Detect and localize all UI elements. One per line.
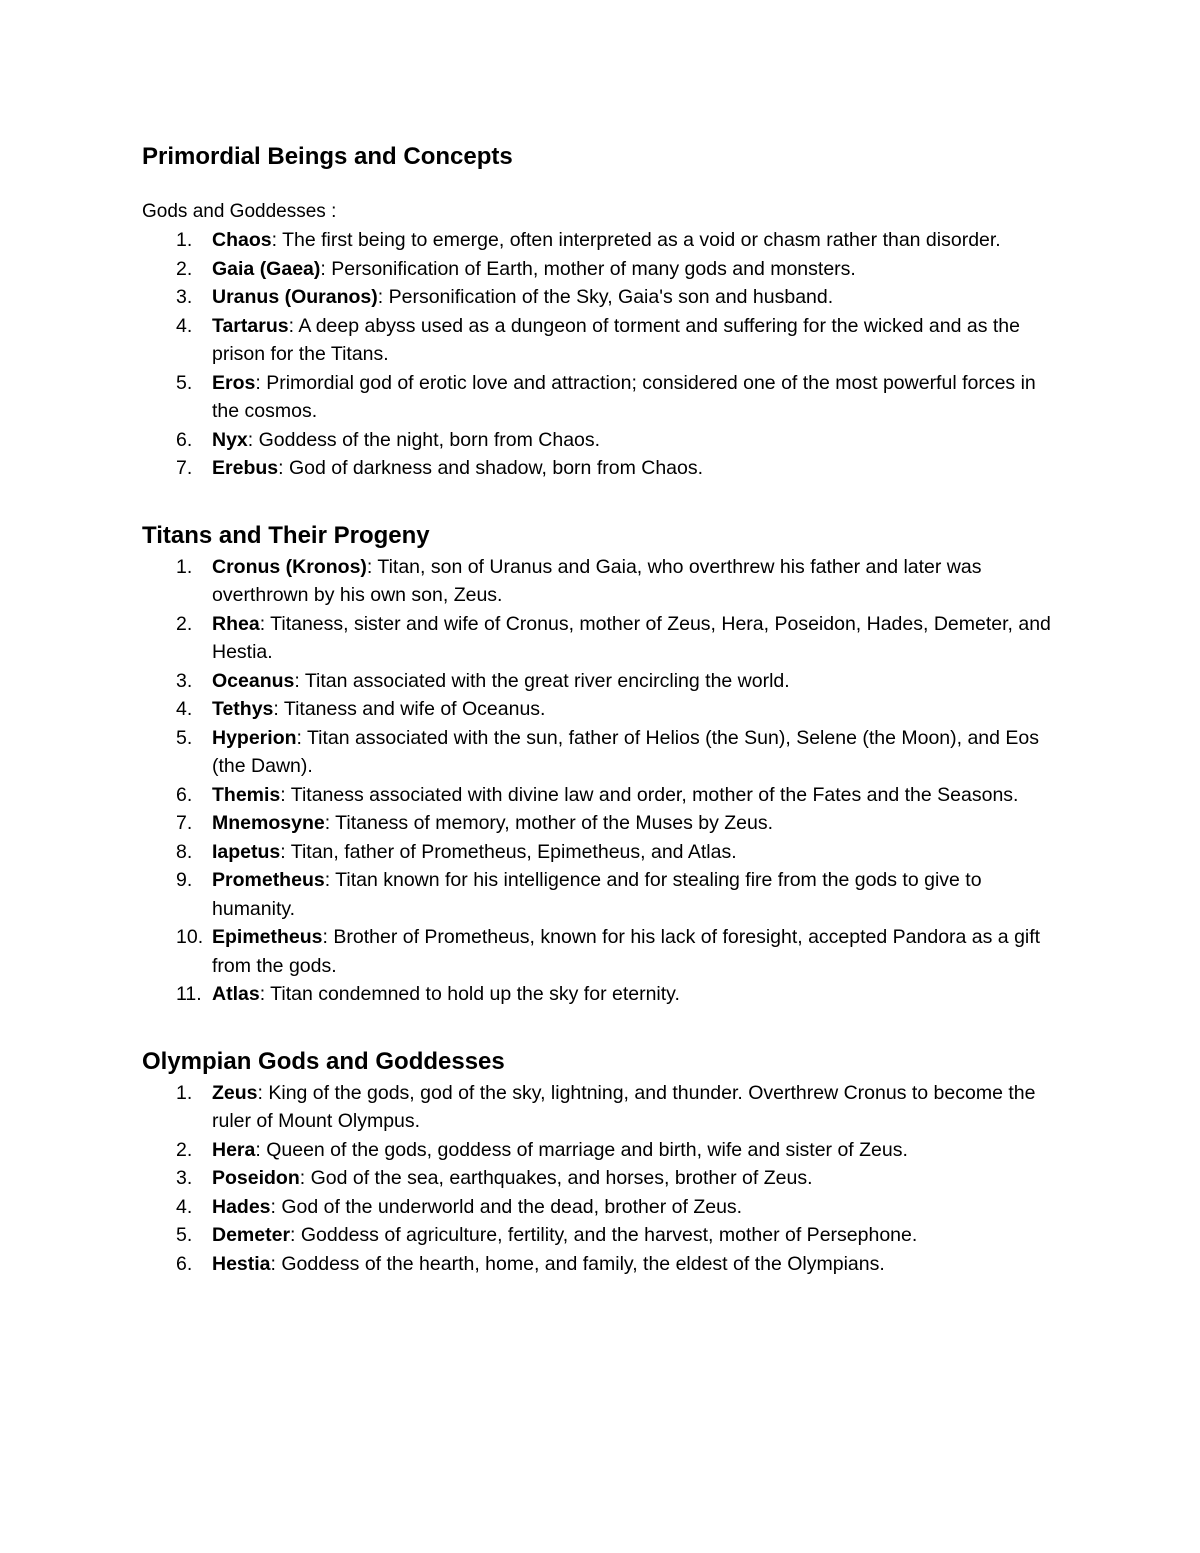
olympians-list	[142, 1079, 1062, 1279]
item-name: Tartarus	[212, 314, 289, 337]
list-item	[142, 1136, 1062, 1165]
item-description: : Titaness of memory, mother of the Muses by Zeus.	[324, 812, 774, 834]
item-number: 4.	[176, 314, 193, 337]
item-description: : God of the underworld and the dead, brother of Zeus.	[270, 1195, 743, 1218]
item-number: 3.	[176, 669, 193, 692]
list-item	[142, 923, 1062, 980]
list-item	[142, 1221, 1062, 1250]
item-description: : Titan associated with the sun, father of Helios (the Sun), Selene (the Moon), and Eos (the Dawn).	[212, 726, 1040, 777]
item-name: Demeter	[212, 1224, 291, 1246]
item-number: 1.	[176, 229, 193, 251]
list-item	[142, 454, 1062, 483]
item-name: Hestia	[212, 1252, 271, 1275]
item-description: : God of the sea, earthquakes, and horses, brother of Zeus.	[299, 1167, 813, 1189]
section-subtitle: Gods and Goddesses :	[142, 201, 337, 222]
item-number: 3.	[176, 286, 193, 308]
item-description: : Titan, son of Uranus and Gaia, who overthrew his father and later was overthrown by his own son, Zeus.	[212, 555, 982, 606]
list-item	[142, 255, 1062, 284]
list-item	[142, 809, 1062, 838]
item-description: : Titan known for his intelligence and for stealing fire from the gods to give to humanity.	[212, 869, 982, 920]
item-name: Erebus	[212, 457, 279, 479]
item-number: 2.	[176, 1138, 193, 1161]
item-number: 10.	[176, 926, 204, 948]
item-name: Eros	[212, 371, 256, 394]
item-name: Zeus	[212, 1081, 258, 1104]
list-item	[142, 1193, 1062, 1222]
item-name: Themis	[212, 783, 281, 806]
document-content	[142, 140, 1062, 1278]
item-name: Poseidon	[212, 1167, 300, 1189]
item-name: Hyperion	[212, 726, 297, 749]
item-number: 6.	[176, 428, 193, 451]
list-item	[142, 695, 1062, 724]
item-name: Hades	[212, 1195, 271, 1218]
list-item	[142, 553, 1062, 610]
item-name: Atlas	[212, 983, 260, 1005]
section-title-primordial: Primordial Beings and Concepts	[142, 143, 513, 170]
list-item	[142, 724, 1062, 781]
list-item	[142, 1164, 1062, 1193]
list-item	[142, 980, 1062, 1009]
item-description: : A deep abyss used as a dungeon of torment and suffering for the wicked and as the prison for the Titans.	[212, 314, 1020, 365]
item-name: Hera	[212, 1138, 256, 1161]
item-description: : Goddess of the night, born from Chaos.	[247, 428, 601, 451]
item-number: 2.	[176, 612, 193, 635]
item-description: : Titan condemned to hold up the sky for eternity.	[259, 983, 680, 1005]
item-name: Mnemosyne	[212, 812, 325, 834]
section-title-olympians: Olympian Gods and Goddesses	[142, 1047, 505, 1075]
item-name: Oceanus	[212, 669, 295, 692]
item-description: : Titaness and wife of Oceanus.	[273, 698, 546, 720]
list-item	[142, 426, 1062, 455]
item-description: : Titaness associated with divine law and order, mother of the Fates and the Seasons.	[280, 783, 1019, 806]
item-description: : Titaness, sister and wife of Cronus, mother of Zeus, Hera, Poseidon, Hades, Demeter, and Hestia.	[212, 612, 1051, 663]
list-item	[142, 312, 1062, 369]
list-item	[142, 1079, 1062, 1136]
item-number: 9.	[176, 869, 193, 891]
item-description: : Titan associated with the great river encircling the world.	[294, 669, 790, 692]
item-description: : Brother of Prometheus, known for his lack of foresight, accepted Pandora as a gift from the gods.	[212, 926, 1041, 977]
item-name: Cronus (Kronos)	[212, 555, 367, 578]
section-title-titans: Titans and Their Progeny	[142, 521, 430, 549]
item-number: 1.	[176, 555, 193, 578]
primordial-list	[142, 226, 1062, 483]
item-name: Tethys	[212, 698, 274, 720]
list-item	[142, 1250, 1062, 1279]
titans-list	[142, 553, 1062, 1009]
list-item	[142, 781, 1062, 810]
list-item	[142, 283, 1062, 312]
item-name: Rhea	[212, 612, 260, 635]
list-item	[142, 667, 1062, 696]
item-name: Nyx	[212, 428, 248, 451]
item-number: 5.	[176, 1224, 193, 1246]
item-number: 7.	[176, 812, 193, 834]
item-number: 4.	[176, 1195, 193, 1218]
item-number: 5.	[176, 726, 193, 749]
item-name: Chaos	[212, 229, 272, 251]
item-number: 8.	[176, 840, 193, 863]
item-number: 7.	[176, 457, 193, 479]
list-item	[142, 369, 1062, 426]
list-item	[142, 226, 1062, 255]
item-number: 3.	[176, 1167, 193, 1189]
list-item	[142, 866, 1062, 923]
item-number: 2.	[176, 257, 193, 280]
list-item	[142, 610, 1062, 667]
item-description: : Personification of Earth, mother of many gods and monsters.	[320, 257, 856, 280]
item-description: : God of darkness and shadow, born from Chaos.	[278, 457, 704, 479]
item-name: Uranus (Ouranos)	[212, 286, 378, 308]
item-number: 6.	[176, 1252, 193, 1275]
item-number: 5.	[176, 371, 193, 394]
item-number: 6.	[176, 783, 193, 806]
item-description: : Personification of the Sky, Gaia's son and husband.	[377, 286, 834, 308]
item-description: : Goddess of agriculture, fertility, and the harvest, mother of Persephone.	[290, 1224, 918, 1246]
item-name: Prometheus	[212, 869, 325, 891]
item-description: : Primordial god of erotic love and attraction; considered one of the most powerful forces in the cosmos.	[212, 371, 1036, 422]
item-description: : The first being to emerge, often interpreted as a void or chasm rather than disorder.	[271, 229, 1001, 251]
item-description: : Queen of the gods, goddess of marriage and birth, wife and sister of Zeus.	[255, 1138, 908, 1161]
item-name: Epimetheus	[212, 926, 323, 948]
item-description: : Titan, father of Prometheus, Epimetheus, and Atlas.	[280, 840, 737, 863]
item-description: : King of the gods, god of the sky, lightning, and thunder. Overthrew Cronus to become the ruler of Mount Olympus.	[212, 1081, 1036, 1132]
item-name: Gaia (Gaea)	[212, 257, 321, 280]
item-number: 4.	[176, 698, 193, 720]
item-description: : Goddess of the hearth, home, and family, the eldest of the Olympians.	[270, 1252, 885, 1275]
item-number: 11.	[176, 983, 202, 1005]
item-name: Iapetus	[212, 840, 281, 863]
list-item	[142, 838, 1062, 867]
item-number: 1.	[176, 1081, 193, 1104]
